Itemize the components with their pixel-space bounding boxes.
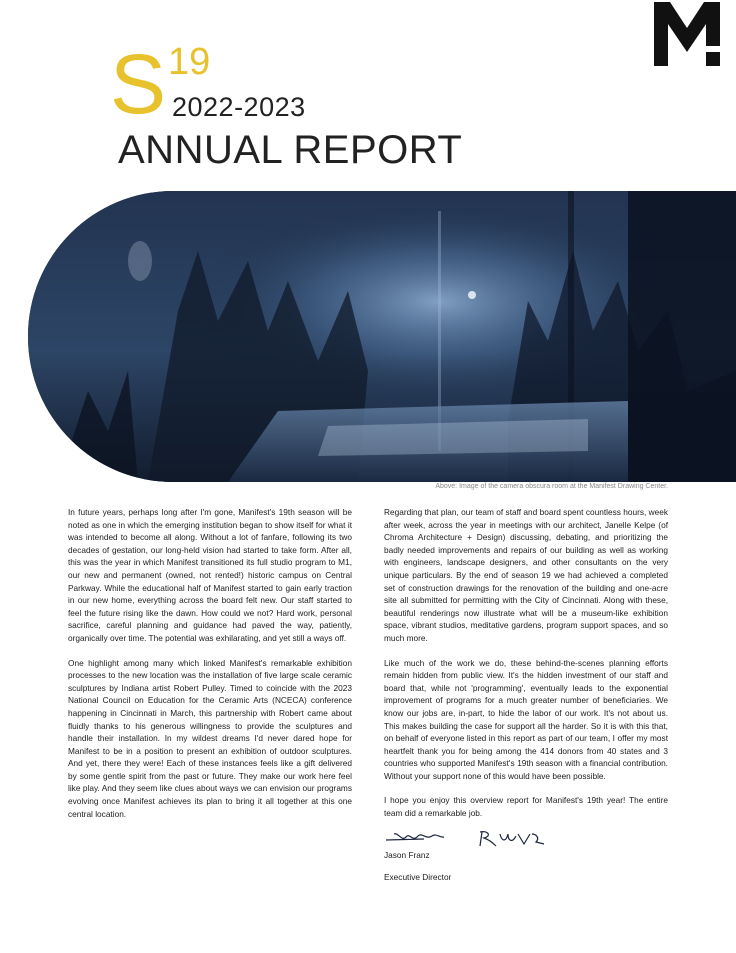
letter-paragraph: One highlight among many which linked Manifest's remarkable exhibition processes to the new location was the installation of five large scale ceramic sculptures by Indiana artist Robert Pulley. Timed to coincide with the 2023 National Council on Education for the Ceramic Arts (NCECA) conference happening in Cincinnati in March, this partnership with Robert came about fluidly thanks to his generous willingness to provide the sculptures and handle their installation. In my wildest dreams I'd never dared hope for Manifest to be in a position to present an exhibition of outdoor sculptures. And yet, there they were! Each of these instances feels like a gift delivered by some gentle spirit from the past or future. They make our work here feel like play. And they seem like clues about ways we can envision our programs evolving once Manifest achieves its plan to bring it all together at this one central location.	[68, 657, 352, 819]
report-years: 2022-2023	[172, 92, 306, 122]
season-letter: S	[110, 37, 165, 131]
signer-title: Executive Director	[384, 872, 452, 883]
letter-paragraph: I hope you enjoy this overview report for Manifest's 19th year! The entire team did a remarkable job.	[384, 795, 668, 819]
letter-left-column	[68, 506, 352, 832]
signer-name: Jason Franz	[384, 849, 430, 860]
report-title: ANNUAL REPORT	[118, 128, 463, 172]
letter-paragraph: Like much of the work we do, these behind-the-scenes planning efforts remain hidden from public view. It's the hidden investment of our staff and board that, while not 'programming', eventually leads to the exponential improvement of programs for a much greater number of beneficiaries. We know our jobs are, in-part, to hide the labor of our work. It's not about us. This makes building the case for support all the harder. So it is with this that, on behalf of everyone listed in this report as part of our team, I offer my most heartfelt thank you for being among the 414 donors from 40 states and 3 countries who supported Manifest's 19th season with a financial contribution. Without your support none of this would have been possible.	[384, 657, 668, 781]
hero-photo	[28, 191, 736, 482]
letter-paragraph: Regarding that plan, our team of staff and board spent countless hours, week after week, across the year in meetings with our architect, Janelle Kelpe (of Chroma Architecture + Design) discussing, debating, and prioritizing the badly needed improvements and repairs of our building as well as working with engineers, landscape designers, and other consultants on the very unique particulars. By the end of season 19 we had achieved a completed set of construction drawings for the renovation of the building and one-acre site all submitted for permitting with the City of Cincinnati. Along with these, beautiful renderings now illustrate what will be a museum-like exhibition space, vibrant studios, meditative gardens, program support spaces, and so much more.	[384, 507, 668, 643]
handwritten-signature	[384, 828, 668, 850]
letter-paragraph: In future years, perhaps long after I'm gone, Manifest's 19th season will be noted as one in which the emerging institution began to show itself for what it was intended to become all along. Without a lot of fanfare, following its two decades of gestation, our long-held vision had started to take form. After all, this was the year in which Manifest transitioned its full studio program to M1, our new and permanent (owned, not rented!) historic campus on Central Parkway. While the educational half of Manifest started to gain early traction in our new home, everything across the board felt new. Our staff started to feel the future rising like the dawn. How could we not? Hard work, personal sacrifice, careful planning and guidance had paved the way, patiently, organically over time. The potential was exhilarating, and yet still a ways off.	[68, 507, 352, 643]
season-number: 19	[168, 41, 211, 83]
letter-right-column	[384, 506, 668, 895]
photo-caption: Above: Image of the camera obscura room at the Manifest Drawing Center.	[435, 483, 668, 490]
manifest-logo-icon	[654, 2, 720, 66]
